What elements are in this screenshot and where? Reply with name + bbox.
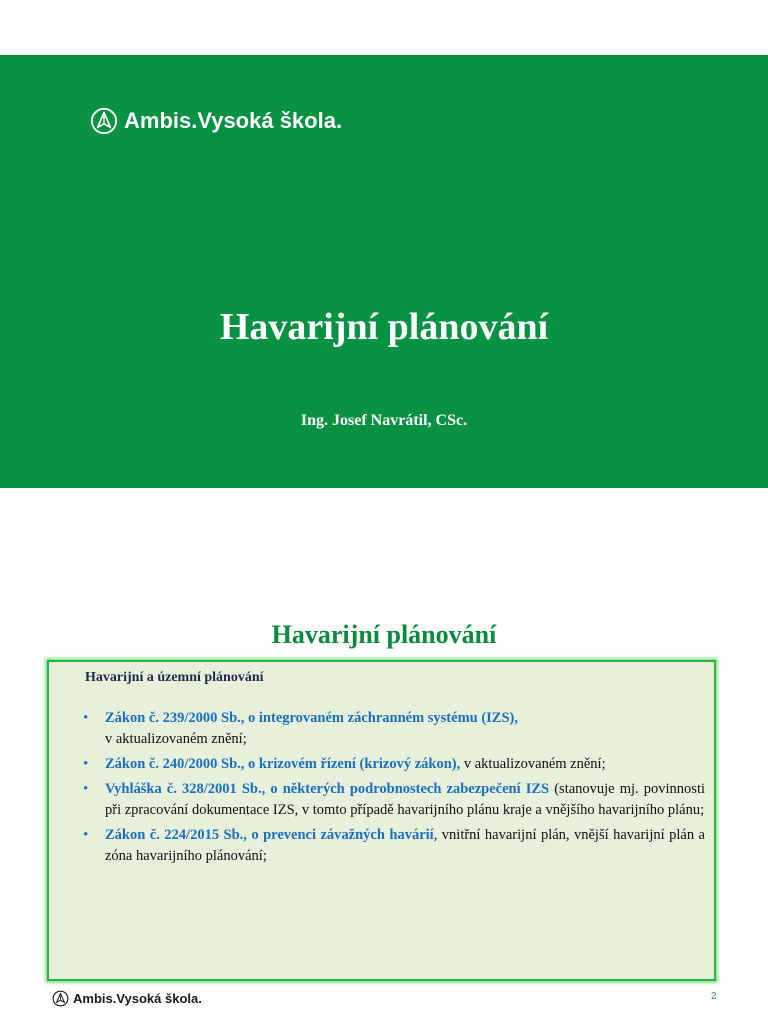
list-item bbox=[81, 708, 705, 750]
list-item bbox=[81, 825, 705, 867]
list-item bbox=[81, 754, 705, 775]
ambis-logo-icon bbox=[90, 107, 118, 135]
brand-name: Ambis.Vysoká škola. bbox=[124, 108, 343, 133]
content-box bbox=[47, 660, 716, 981]
slide-title: Havarijní plánování bbox=[271, 620, 497, 649]
bullet-dot-icon: • bbox=[83, 710, 89, 726]
ambis-logo-icon bbox=[52, 990, 69, 1007]
cover-title: Havarijní plánování bbox=[219, 306, 549, 348]
law-description: , vnitřní havarijní plán, vnější havarijní plán a zóna havarijního plánování; bbox=[105, 827, 705, 864]
brand-logo bbox=[90, 104, 342, 138]
law-reference: Zákon č. 224/2015 Sb., o prevenci závažných havárií bbox=[105, 827, 434, 843]
law-reference: Zákon č. 240/2000 Sb., o krizovém řízení (krizový zákon), bbox=[105, 756, 461, 772]
footer-brand-logo bbox=[52, 988, 202, 1008]
law-reference: Zákon č. 239/2000 Sb., o integrovaném záchranném systému (IZS), bbox=[105, 710, 518, 726]
cover-author: Ing. Josef Navrátil, CSc. bbox=[300, 412, 468, 429]
law-description: v aktualizovaném znění; bbox=[105, 731, 247, 747]
footer-brand-name: Ambis.Vysoká škola. bbox=[73, 990, 202, 1006]
law-description: v aktualizovaném znění; bbox=[460, 756, 606, 772]
bullet-dot-icon: • bbox=[83, 827, 89, 843]
bullet-dot-icon: • bbox=[83, 781, 89, 797]
box-heading: Havarijní a územní plánování bbox=[85, 670, 264, 685]
page-number: 2 bbox=[711, 991, 717, 1002]
bullet-list bbox=[81, 708, 705, 871]
list-item bbox=[81, 779, 705, 821]
law-reference: Vyhláška č. 328/2001 Sb., o některých podrobnostech zabezpečení IZS bbox=[105, 781, 550, 797]
law-description: (stanovuje mj. povinnosti při zpracování dokumentace IZS, v tomto případě havarijního plánu kraje a vnějšího havarijního plánu; bbox=[105, 781, 705, 818]
bullet-dot-icon: • bbox=[83, 756, 89, 772]
